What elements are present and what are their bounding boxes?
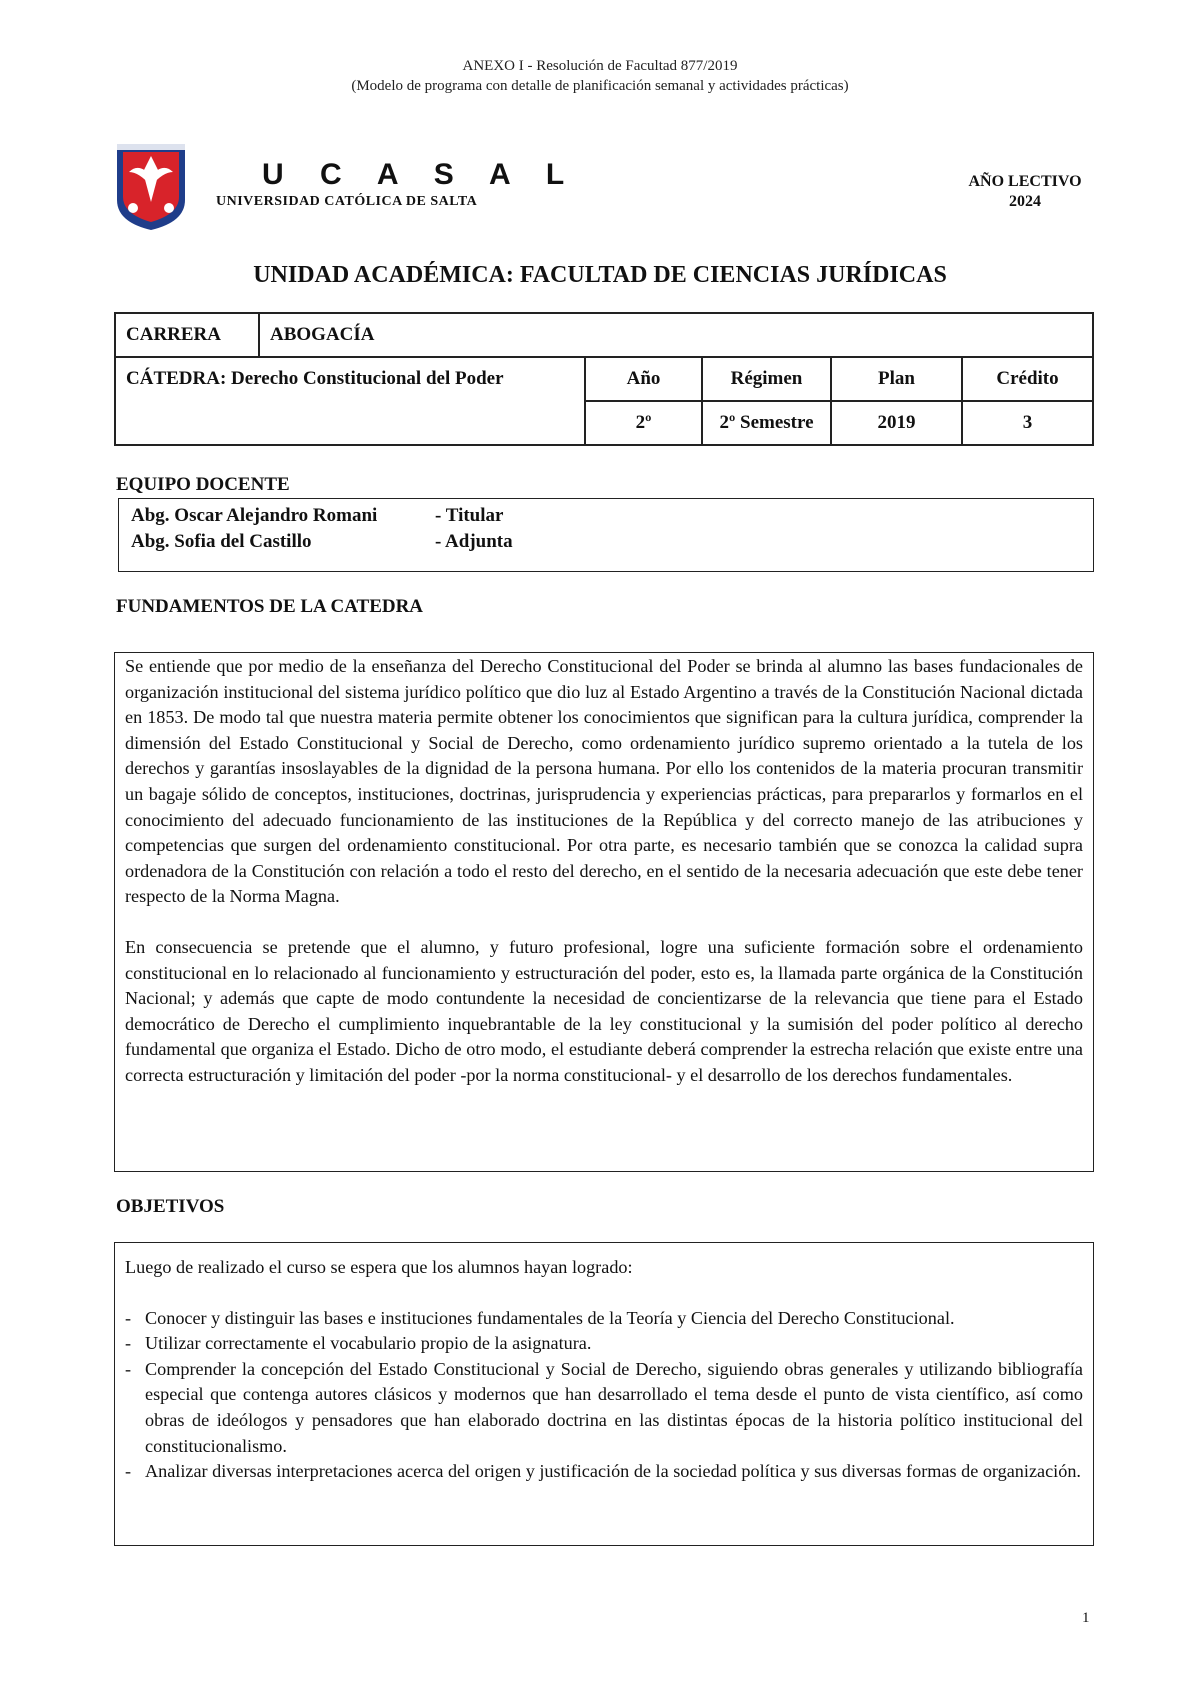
team-box <box>118 498 1094 572</box>
team-member <box>131 503 1081 529</box>
academic-year-label: AÑO LECTIVO <box>968 173 1082 190</box>
university-short-name: U C A S A L <box>262 158 579 191</box>
objective-item: - Conocer y distinguir las bases e instituciones fundamentales de la Teoría y Ciencia del Derecho Constitucional. <box>125 1306 1083 1332</box>
table-header-year: Año <box>585 357 702 401</box>
table-header-regime: Régimen <box>702 357 831 401</box>
objectives-list <box>125 1306 1083 1485</box>
objectives-box <box>114 1242 1094 1546</box>
team-member-name: Abg. Sofia del Castillo <box>131 531 312 552</box>
table-value-credit: 3 <box>962 401 1093 445</box>
table-header-plan: Plan <box>831 357 962 401</box>
objective-item: - Analizar diversas interpretaciones acerca del origen y justificación de la sociedad política y sus diversas formas de organización. <box>125 1459 1083 1485</box>
ucasal-shield-logo <box>115 142 187 232</box>
academic-year <box>950 172 1100 212</box>
page-number: 1 <box>1082 1610 1090 1626</box>
career-value: ABOGACÍA <box>259 313 1093 357</box>
team-member-name: Abg. Oscar Alejandro Romani <box>131 505 378 526</box>
career-row <box>115 313 1093 357</box>
annex-line: ANEXO I - Resolución de Facultad 877/2019 <box>462 58 738 74</box>
fundamentals-box <box>114 652 1094 1172</box>
university-full-name: UNIVERSIDAD CATÓLICA DE SALTA <box>216 194 478 209</box>
team-member-role: - Titular <box>435 505 504 526</box>
team-member <box>131 529 1081 555</box>
annex-subline: (Modelo de programa con detalle de planificación semanal y actividades prácticas) <box>351 78 849 94</box>
team-member-role: - Adjunta <box>435 531 513 552</box>
fundamentals-section-title: FUNDAMENTOS DE LA CATEDRA <box>116 596 424 617</box>
academic-unit-title: UNIDAD ACADÉMICA: FACULTAD DE CIENCIAS JURÍDICAS <box>253 262 947 288</box>
table-header-credit: Crédito <box>962 357 1093 401</box>
table-value-regime: 2º Semestre <box>702 401 831 445</box>
objectives-section-title: OBJETIVOS <box>116 1196 225 1217</box>
course-info-table <box>114 312 1094 446</box>
table-value-year: 2º <box>585 401 702 445</box>
career-label: CARRERA <box>115 313 259 357</box>
table-value-plan: 2019 <box>831 401 962 445</box>
academic-year-value: 2024 <box>1009 193 1041 210</box>
chair-label: CÁTEDRA: Derecho Constitucional del Poder <box>115 357 585 445</box>
objective-item: - Utilizar correctamente el vocabulario propio de la asignatura. <box>125 1331 1083 1357</box>
objectives-intro: Luego de realizado el curso se espera que los alumnos hayan logrado: <box>125 1257 633 1277</box>
objective-item: - Comprender la concepción del Estado Constitucional y Social de Derecho, siguiendo obras generales y utilizando bibliografía especial que contenga autores clásicos y modernos que han desarrollado el tema desde el punto de vista científico, así como obras de ideólogos y pensadores que han elaborado doctrina en las distintas épocas de la historia político institucional del constitucionalismo. <box>125 1357 1083 1459</box>
chair-header-row <box>115 357 1093 401</box>
fundamentals-paragraph: Se entiende que por medio de la enseñanza del Derecho Constitucional del Poder se brinda al alumno las bases fundacionales de organización institucional del sistema jurídico político que dio luz al Estado Argentino a través de la Constitución Nacional dictada en 1853. De modo tal que nuestra materia permite obtener los conocimientos que significan para la cultura jurídica, comprender la dimensión del Estado Constitucional y Social de Derecho, como ordenamiento jurídico supremo orientado a la tutela de los derechos y garantías insoslayables de la dignidad de la persona humana. Por ello los contenidos de la materia procuran transmitir un bagaje sólido de conceptos, instituciones, doctrinas, jurisprudencia y experiencias prácticas, para prepararlos y formarlos en el conocimiento del adecuado funcionamiento de las instituciones de la República y del correcto manejo de las atribuciones y competencias que surgen del ordenamiento constitucional. Por otra parte, es necesario también que se conozca la calidad supra ordenadora de la Constitución con relación a todo el resto del derecho, en el sentido de la necesaria adecuación que este debe tener respecto de la Norma Magna. <box>125 656 1083 907</box>
fundamentals-paragraph: En consecuencia se pretende que el alumno, y futuro profesional, logre una suficiente formación sobre el ordenamiento constitucional en lo relacionado al funcionamiento y estructuración del poder, esto es, la llamada parte orgánica de la Constitución Nacional; y además que capte de modo contundente la necesidad de concientizarse de la relevancia que tiene para el Estado democrático de Derecho el cumplimiento inquebrantable de la ley constitucional y la sumisión del poder político al derecho fundamental que organiza el Estado. Dicho de otro modo, el estudiante deberá comprender la estrecha relación que existe entre una correcta estructuración y limitación del poder -por la norma constitucional- y el desarrollo de los derechos fundamentales. <box>125 936 1083 1085</box>
team-section-title: EQUIPO DOCENTE <box>116 474 290 495</box>
